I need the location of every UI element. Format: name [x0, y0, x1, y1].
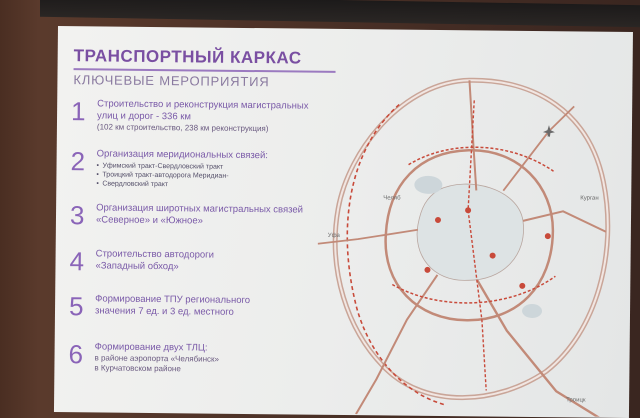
item-number: 4 [69, 246, 85, 277]
transport-hub-marker [545, 233, 551, 239]
radial-road-east [523, 211, 606, 232]
lake [522, 304, 542, 318]
map-label-ufa: Уфа [327, 232, 340, 239]
transport-map [316, 69, 620, 417]
map-label-troitsk: Троицк [566, 397, 586, 404]
item-number: 5 [68, 291, 84, 322]
item-line: Строительство автодороги [95, 248, 215, 261]
map-label-kurgan: Курган [580, 195, 599, 202]
slide-title: ТРАНСПОРТНЫЙ КАРКАС [73, 46, 302, 68]
item-number: 3 [69, 200, 85, 231]
measure-item-2 [70, 146, 361, 189]
item-line: Организация меридиональных связей: [96, 148, 268, 162]
transport-hub-marker [424, 267, 430, 273]
item-line: «Северное» и «Южное» [95, 214, 203, 227]
bullet-cont-text: Свердловский тракт [102, 180, 169, 189]
lake [414, 176, 442, 194]
projected-slide [54, 26, 633, 418]
item-line: Организация широтных магистральных связей [96, 202, 304, 216]
item-line: Формирование двух ТЛЦ: [94, 341, 208, 354]
measure-item-1 [70, 96, 361, 134]
item-number: 6 [68, 339, 84, 370]
bullet: • Уфимский тракт-Свердловский тракт [96, 161, 358, 173]
transport-hub-marker [519, 283, 525, 289]
measure-item-6 [68, 339, 359, 374]
item-line: значения 7 ед. и 3 ед. местного [94, 305, 234, 318]
measure-item-4 [69, 246, 360, 277]
radial-road-northeast [503, 106, 574, 192]
item-sub: в районе аэропорта «Челябинск» [94, 353, 220, 364]
item-number: 1 [70, 96, 86, 127]
item-line: Строительство и реконструкция магистральных [97, 98, 309, 112]
item-number: 2 [70, 146, 86, 177]
measure-item-3 [69, 200, 360, 231]
slide-subtitle: КЛЮЧЕВЫЕ МЕРОПРИЯТИЯ [73, 72, 270, 90]
item-sub: в Курчатовском районе [94, 363, 181, 374]
item-sub: (102 км строительство, 238 км реконструкция) [96, 122, 269, 134]
item-line: улиц и дорог - 336 км [97, 110, 192, 123]
map-label-chelyab: Челяб [383, 195, 401, 202]
bullet: • Троицкий тракт-автодорога Меридиан- [96, 170, 358, 182]
item-line: Формирование ТПУ регионального [95, 293, 251, 307]
measure-item-5 [68, 291, 359, 322]
item-line: «Западный обход» [95, 260, 179, 273]
